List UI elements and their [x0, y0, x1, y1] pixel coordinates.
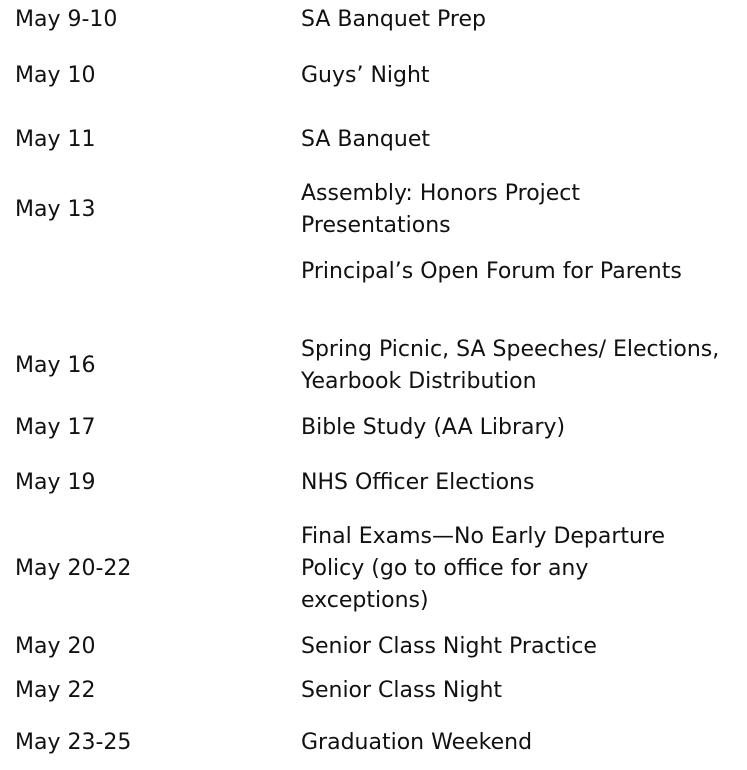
event-date: May 16 [15, 353, 96, 378]
event-title: Senior Class Night [301, 678, 503, 703]
event-title: Assembly: Honors Project Presentations [301, 181, 581, 238]
event-title: SA Banquet Prep [301, 7, 486, 32]
event-title: Graduation Weekend [301, 730, 533, 755]
event-date: May 20-22 [15, 556, 132, 581]
event-date: May 17 [15, 415, 96, 440]
event-title: Final Exams—No Early Departure Policy (go to office for any exceptions) [301, 524, 666, 613]
event-title: Senior Class Night Practice [301, 634, 597, 659]
event-date: May 10 [15, 63, 96, 88]
event-title: Bible Study (AA Library) [301, 415, 566, 440]
event-date: May 9-10 [15, 7, 118, 32]
event-title: Spring Picnic, SA Speeches/ Elections, Yearbook Distribution [301, 337, 720, 394]
event-date: May 23-25 [15, 730, 132, 755]
event-date: May 11 [15, 127, 96, 152]
event-date: May 20 [15, 634, 96, 659]
event-title: SA Banquet [301, 127, 431, 152]
event-date: May 19 [15, 470, 96, 495]
event-date: May 13 [15, 197, 96, 222]
event-date: May 22 [15, 678, 96, 703]
event-title: Guys’ Night [301, 63, 430, 88]
event-title: Principal’s Open Forum for Parents [301, 259, 682, 284]
event-title: NHS Officer Elections [301, 470, 535, 495]
